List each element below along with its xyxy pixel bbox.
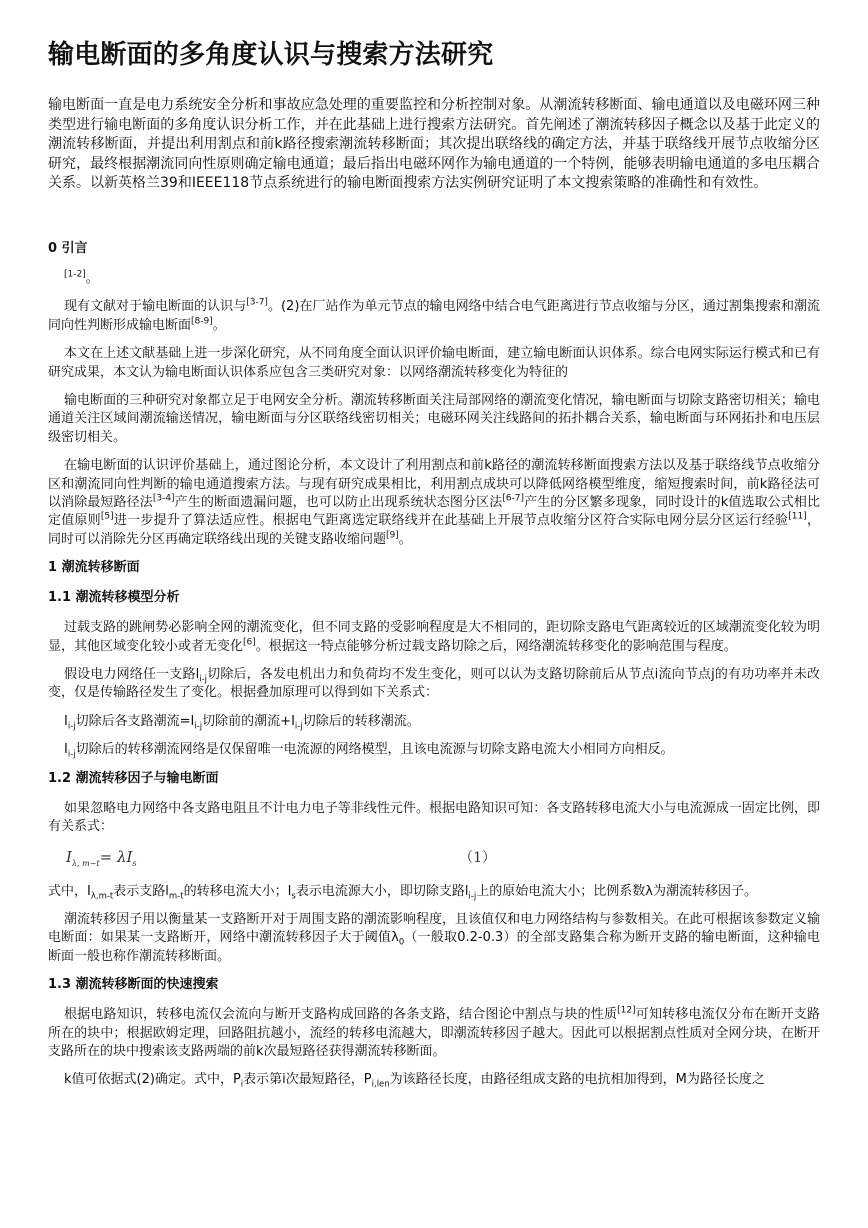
equation-number: （1） [459,849,496,866]
subsection-heading-1-2: 1.2 潮流转移因子与输电断面 [48,770,219,786]
subscript: λ,m-t [90,891,114,902]
citation-ref: [1-2] [64,269,86,280]
section-1-3-paragraph-2 [48,1071,820,1089]
equation-rhs: = λI [99,847,133,866]
text-run: I [64,713,68,729]
section-1-1-paragraph-1 [48,619,820,656]
equation-1 [66,847,496,867]
subscript: i-j [294,721,303,732]
section-1-1-paragraph-4 [48,741,820,759]
text-run: 。 [398,531,412,547]
citation-ref: [11] [788,512,807,523]
text-run: 现有文献对于输电断面的认识与 [64,299,247,315]
text-run: 为该路径长度，由路径组成支路的电抗相加得到，M为路径长度之 [389,1072,765,1088]
equation-lhs-subscript: λ, m−t [71,858,100,868]
text-run: 切除后，各发电机出力和负荷均不发生变化，则可以认为支路切除前后从节点i流向节点j的有功功率并未改变，仅是传输路径发生了变化。根据叠加原理可以得到如下关系式： [48,667,820,701]
text-run: k值可依据式(2)确定。式中，P [64,1072,241,1088]
text-run: 。 [85,270,99,286]
text-run: 。根据这一特点能够分析过载支路切除之后，网络潮流转移变化的影响范围与程度。 [255,638,737,654]
text-run: 根据电路知识，转移电流仅会流向与断开支路构成回路的各条支路，结合图论中割点与块的性质 [64,1007,618,1023]
text-run: 产生的断面遗漏问题，也可以防止出现系统状态图分区法 [174,495,503,511]
section-1-2-paragraph-3 [48,911,820,966]
equation-expression [66,848,137,866]
section-1-2-paragraph-2 [48,883,820,901]
text-run: 在输电断面的认识评价基础上，通过图论分析，本文设计了利用割点和前k路径的潮流转移断面搜索方法以及基于联络线节点收缩分区和潮流同向性判断的输电通道搜索方法。与现有研究成果相比，利用割点成块可以降低网络模型维度，缩短搜索时间，前k路径法可以消除最短路径法 [48,458,820,511]
intro-paragraph-5 [48,457,820,549]
section-1-1-paragraph-3 [48,713,820,731]
text-run: 。(2)在厂站作为单元节点的输电网络中结合电气距离进行节点收缩与分区，通过割集搜索和潮流同向性判断形成输电断面 [48,299,820,333]
citation-ref: [5] [100,512,114,523]
paper-title: 输电断面的多角度认识与搜索方法研究 [48,40,494,70]
text-run: 假设电力网络任一支路l [64,667,200,683]
subscript: i-j [67,749,76,760]
citation-ref: [8-9] [191,316,213,327]
equation-rhs-subscript: s [132,858,137,868]
subscript: i-j [468,891,477,902]
text-run: 表示电流源大小，即切除支路l [295,883,469,899]
section-heading-intro: 0 引言 [48,240,88,256]
citation-ref: [9] [386,530,399,541]
citation-ref: [6] [243,637,256,648]
text-run: ，同时可以消除先分区再确定联络线出现的关键支路收缩问题 [48,513,820,547]
section-1-3-paragraph-1 [48,1006,820,1061]
text-run: 。 [212,317,226,333]
subscript: i,len [371,1079,390,1090]
subscript: m-t [168,891,184,902]
subscript: 0 [398,937,405,948]
text-run: 切除前的潮流+I [202,713,295,729]
citation-ref: [3-4] [152,493,175,504]
text-run: 表示支路l [113,883,169,899]
citation-ref: [6-7] [502,493,525,504]
text-run: 切除后的转移潮流网络是仅保留唯一电流源的网络模型，且该电流源与切除支路电流大小相同方向相反。 [75,742,674,758]
citation-ref: [12] [617,1005,636,1016]
text-run: 切除后各支路潮流=I [75,713,195,729]
text-run: 可知转移电流仅分布在断开支路所在的块中；根据欧姆定理，回路阻抗越小，流经的转移电流越大，即潮流转移因子越大。因此可以根据割点性质对全网分块，在断开支路所在的块中搜索该支路两端的前k次最短路径获得潮流转移断面。 [48,1007,820,1059]
intro-paragraph-2 [48,298,820,335]
text-run: 潮流转移因子用以衡量某一支路断开对于周围支路的潮流影响程度，且该值仅和电力网络结构与参数相关。在此可根据该参数定义输电断面：如果某一支路断开，网络中潮流转移因子大于阈值λ [48,911,820,946]
text-run: 进一步提升了算法适应性。根据电气距离选定联络线并在此基础上开展节点收缩分区符合实际电网分层分区运行经验 [113,513,789,529]
text-run: I [64,742,68,758]
abstract-paragraph: 输电断面一直是电力系统安全分析和事故应急处理的重要监控和分析控制对象。从潮流转移断面、输电通道以及电磁环网三种类型进行输电断面的多角度认识分析工作，并在此基础上进行搜索方法研究。首先阐述了潮流转移因子概念以及基于此定义的潮流转移断面，并提出利用割点和前k路径搜索潮流转移断面；其次提出联络线的确定方法，并基于联络线开展节点收缩分区研究，最终根据潮流同向性原则确定输电通道；最后指出电磁环网作为输电通道的一个特例，能够表明输电通道的多电压耦合关系。以新英格兰39和IEEE118节点系统进行的输电断面搜索方法实例研究证明了本文搜索策略的准确性和有效性。 [48,97,820,192]
text-run: 表示第i次最短路径，P [243,1072,372,1088]
subscript: i-j [67,721,76,732]
subsection-heading-1-1: 1.1 潮流转移模型分析 [48,590,180,606]
text-run: （一般取0.2-0.3）的全部支路集合称为断开支路的输电断面，这种输电断面一般也称作潮流转移断面。 [48,930,820,964]
citation-ref: [3-7] [246,298,268,309]
subscript: i [240,1079,244,1090]
subsection-heading-1-3: 1.3 潮流转移断面的快速搜索 [48,977,219,993]
section-1-1-paragraph-2 [48,666,820,703]
intro-paragraph-3: 本文在上述文献基础上进一步深化研究，从不同角度全面认识评价输电断面，建立输电断面认识体系。综合电网实际运行模式和已有研究成果，本文认为输电断面认识体系应包含三类研究对象：以网络潮流转移变化为特征的 [48,346,820,380]
text-run: 过载支路的跳闸势必影响全网的潮流变化，但不同支路的受影响程度是大不相同的，距切除支路电气距离较近的区域潮流变化较为明显，其他区域变化较小或者无变化 [48,620,820,654]
subscript: i-j [194,721,203,732]
equation-lhs: I [66,847,72,866]
subscript: s [291,891,296,902]
subscript: i-j [199,674,208,685]
text-run: 的转移电流大小；I [183,883,292,899]
text-run: 式中，I [48,883,91,899]
text-run: 产生的分区繁多现象，同时设计的k值选取公式相比定值原则 [48,495,820,529]
text-run: 切除后的转移潮流。 [302,713,420,729]
section-1-2-paragraph-1: 如果忽略电力网络中各支路电阻且不计电力电子等非线性元件。根据电路知识可知：各支路转移电流大小与电流源成一固定比例，即有关系式： [48,800,820,835]
intro-paragraph-4: 输电断面的三种研究对象都立足于电网安全分析。潮流转移断面关注局部网络的潮流变化情况，输电断面与切除支路密切相关；输电通道关注区域间潮流输送情况，输电断面与分区联络线密切相关；电磁环网关注线路间的拓扑耦合关系，输电断面与环网拓扑和电压层级密切相关。 [48,393,820,445]
section-heading-1: 1 潮流转移断面 [48,560,140,576]
text-run: 上的原始电流大小；比例系数λ为潮流转移因子。 [476,883,757,899]
intro-paragraph-1 [48,270,820,288]
